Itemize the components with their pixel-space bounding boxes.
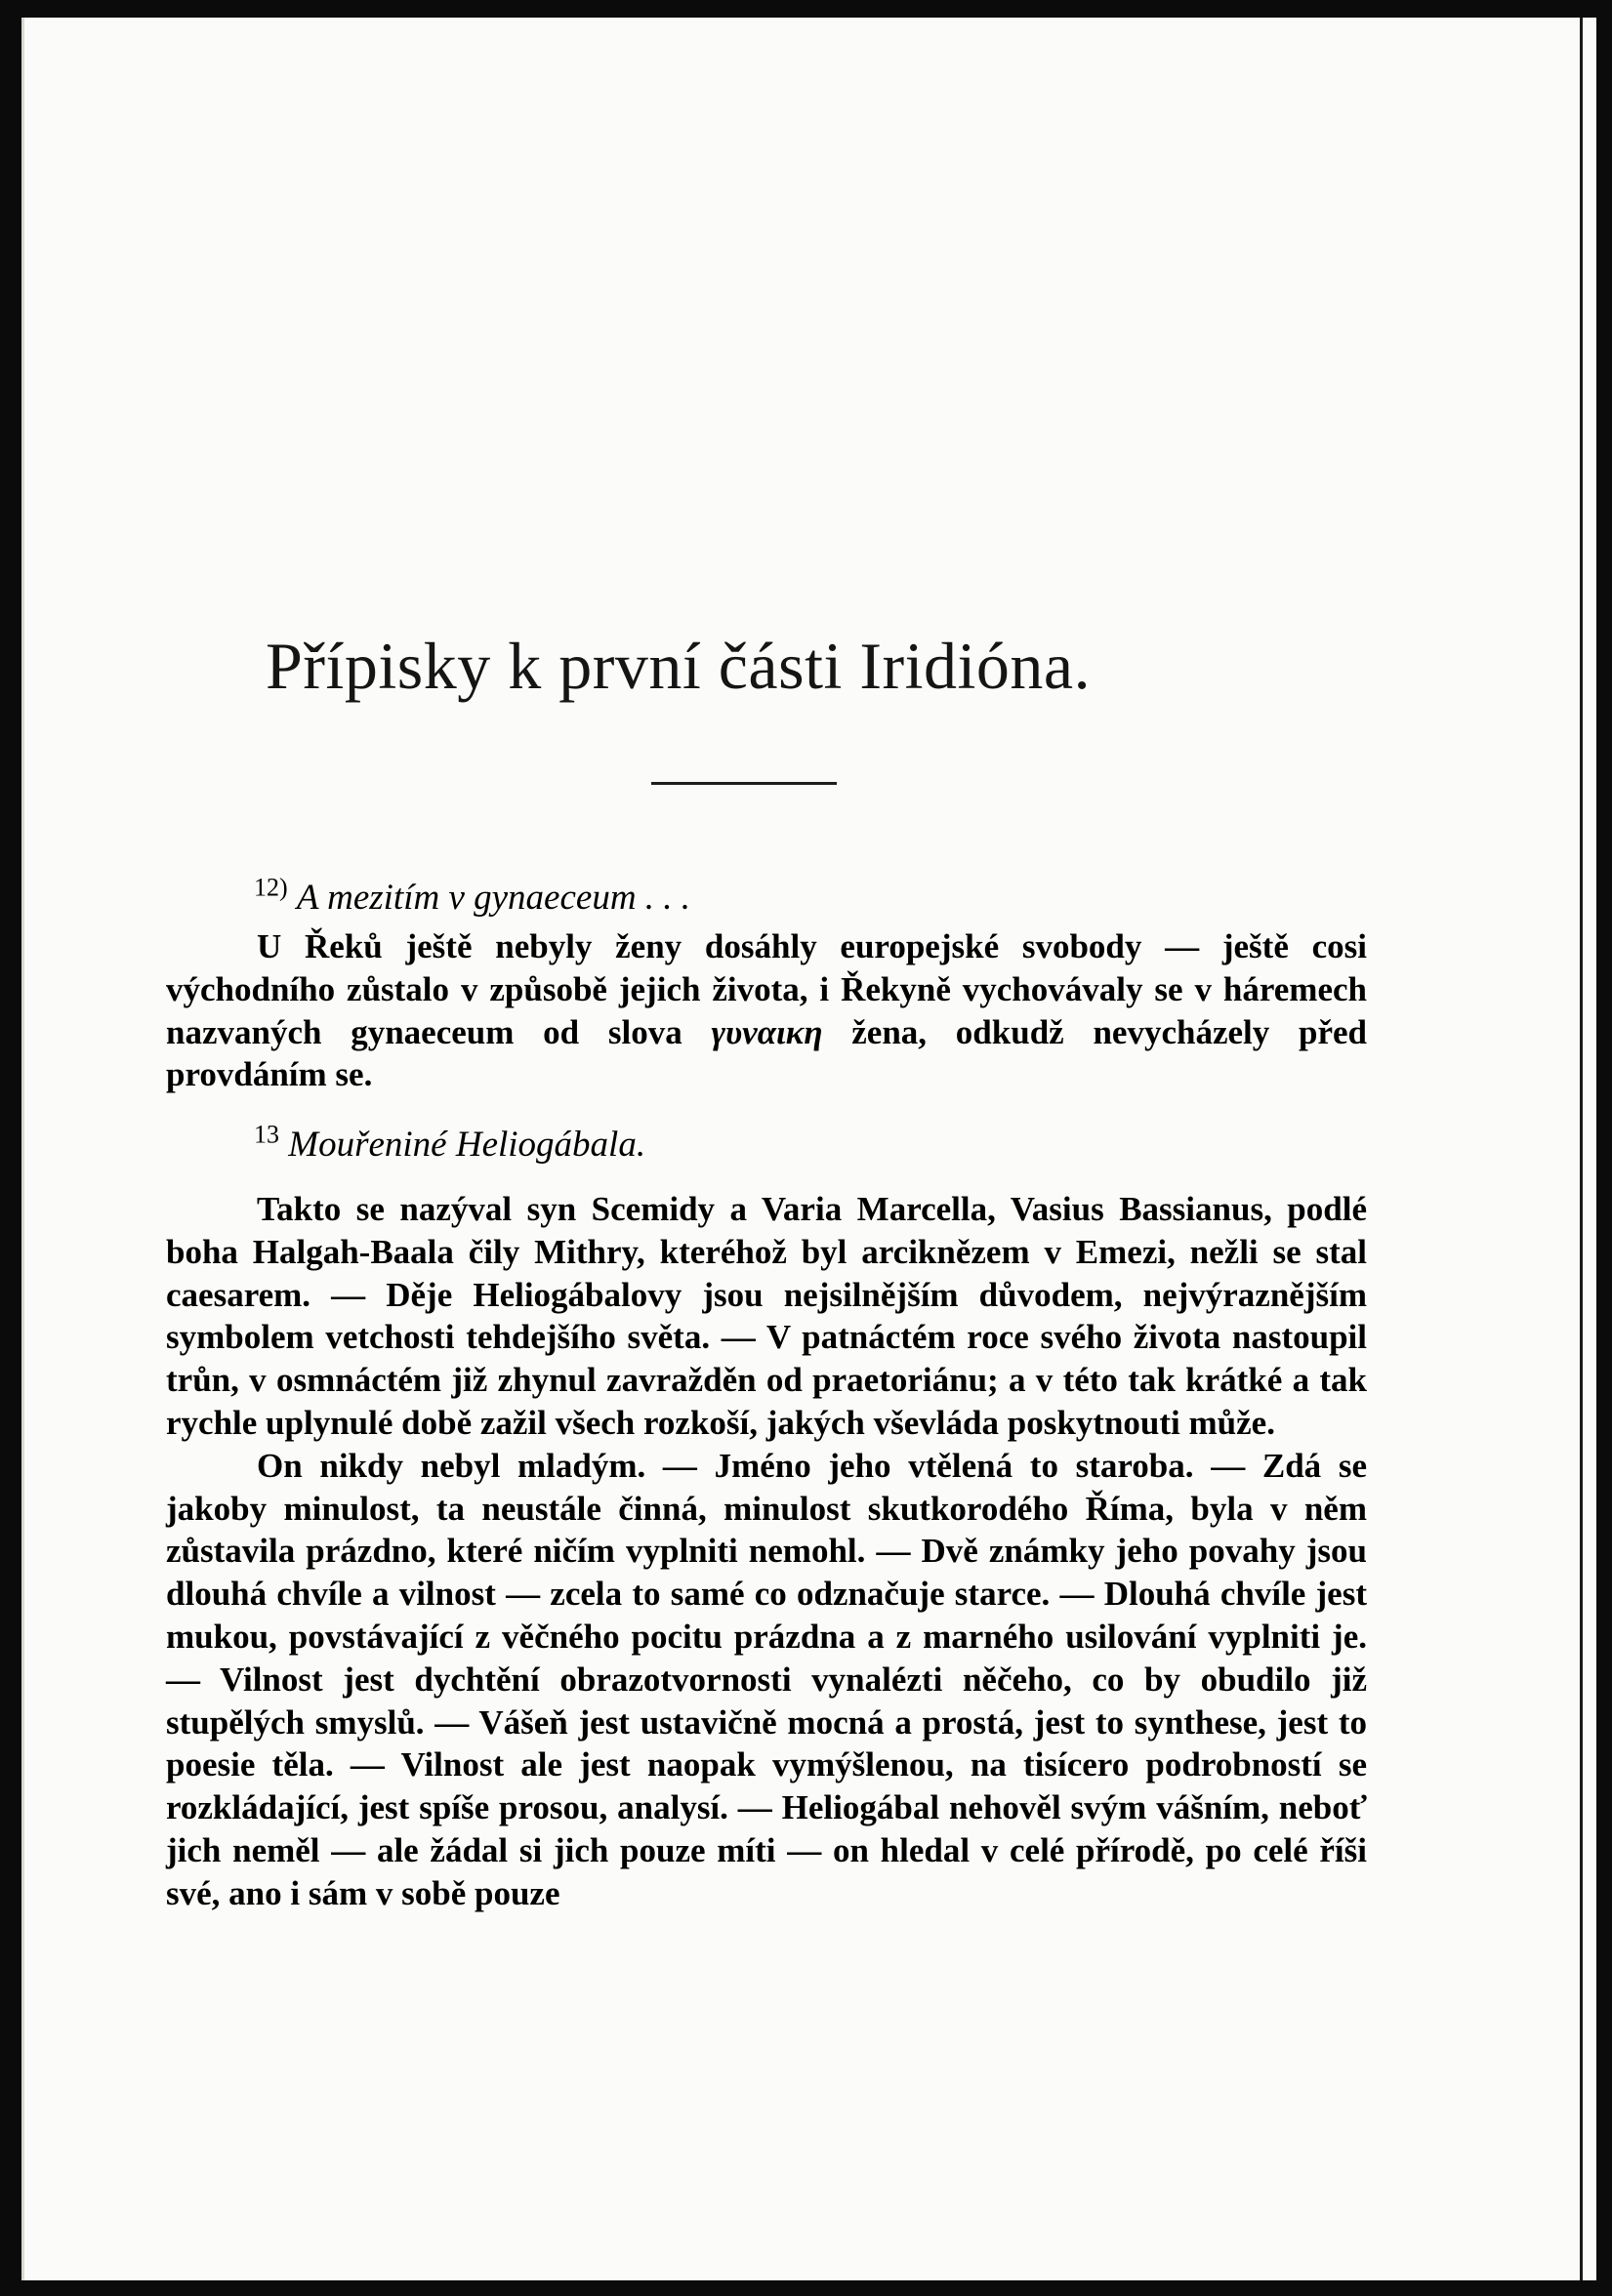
note-paragraph bbox=[166, 925, 1367, 1096]
note-heading-text: Mouřeniné Heliogábala. bbox=[288, 1125, 646, 1165]
note-12 bbox=[166, 873, 1367, 1096]
title-divider bbox=[651, 782, 837, 785]
note-heading bbox=[166, 873, 1367, 920]
paragraph-text: žena, odkudž nevycházely před provdáním se. bbox=[166, 1012, 1367, 1094]
page-title: Přípisky k první části Iridióna. bbox=[266, 629, 1092, 703]
note-paragraph: On nikdy nebyl mladým. — Jméno jeho vtělená to staroba. — Zdá se jakoby minulost, ta neustále činná, minulost skutkorodého Říma, byla v něm zůstavila prázdno, které ničím vyplniti nemohl. — Dvě známky jeho povahy jsou dlouhá chvíle a vilnost — zcela to samé co odznačuje starce. — Dlouhá chvíle jest mukou, povstávající z věčného pocitu prázdna a z marného usilování vyplniti je. — Vilnost jest dychtění obrazotvornosti vynalézti něčeho, co by obudilo již stupělých smyslů. — Vášeň jest ustavičně mocná a prostá, jest to synthese, jest to poesie těla. — Vilnost ale jest naopak vymýšlenou, na tisícero podrobností se rozkládající, jest spíše prosou, analysí. — Heliogábal nehověl svým vášním, neboť jich neměl — ale žádal si jich pouze míti — on hledal v celé přírodě, po celé říši své, ano i sám v sobě pouze bbox=[166, 1446, 1367, 1912]
note-13 bbox=[166, 1120, 1367, 1915]
greek-word: γυναικη bbox=[711, 1012, 823, 1051]
note-heading-text: A mezitím v gynaeceum . . . bbox=[296, 878, 691, 918]
note-paragraph: Takto se nazýval syn Scemidy a Varia Marcella, Vasius Bassianus, podlé boha Halgah-Baala čily Mithry, kteréhož byl arciknězem v Emezi, nežli se stal caesarem. — Děje Heliogábalovy jsou nejsilnějším důvodem, nejvýraznějším symbolem vetchosti tehdejšího světa. — V patnáctém roce svého života nastoupil trůn, v osmnáctém již zhynul zavražděn od praetoriánu; a v této tak krátké a tak rychle uplynulé době zažil všech rozkoší, jakých vševláda poskytnouti může. bbox=[166, 1190, 1367, 1442]
note-heading bbox=[166, 1120, 1367, 1167]
paragraph-text: U Řeků ještě nebyly ženy dosáhly europejské svobody — ještě cosi východního zůstalo v způsobě jejich života, i Řekyně vychovávaly se v háremech nazvaných gynaeceum od slova bbox=[166, 927, 1367, 1051]
page-edge-shadow bbox=[1580, 18, 1583, 2280]
note-number: 12) bbox=[254, 873, 288, 902]
note-number: 13 bbox=[254, 1120, 279, 1149]
book-page bbox=[21, 18, 1596, 2280]
